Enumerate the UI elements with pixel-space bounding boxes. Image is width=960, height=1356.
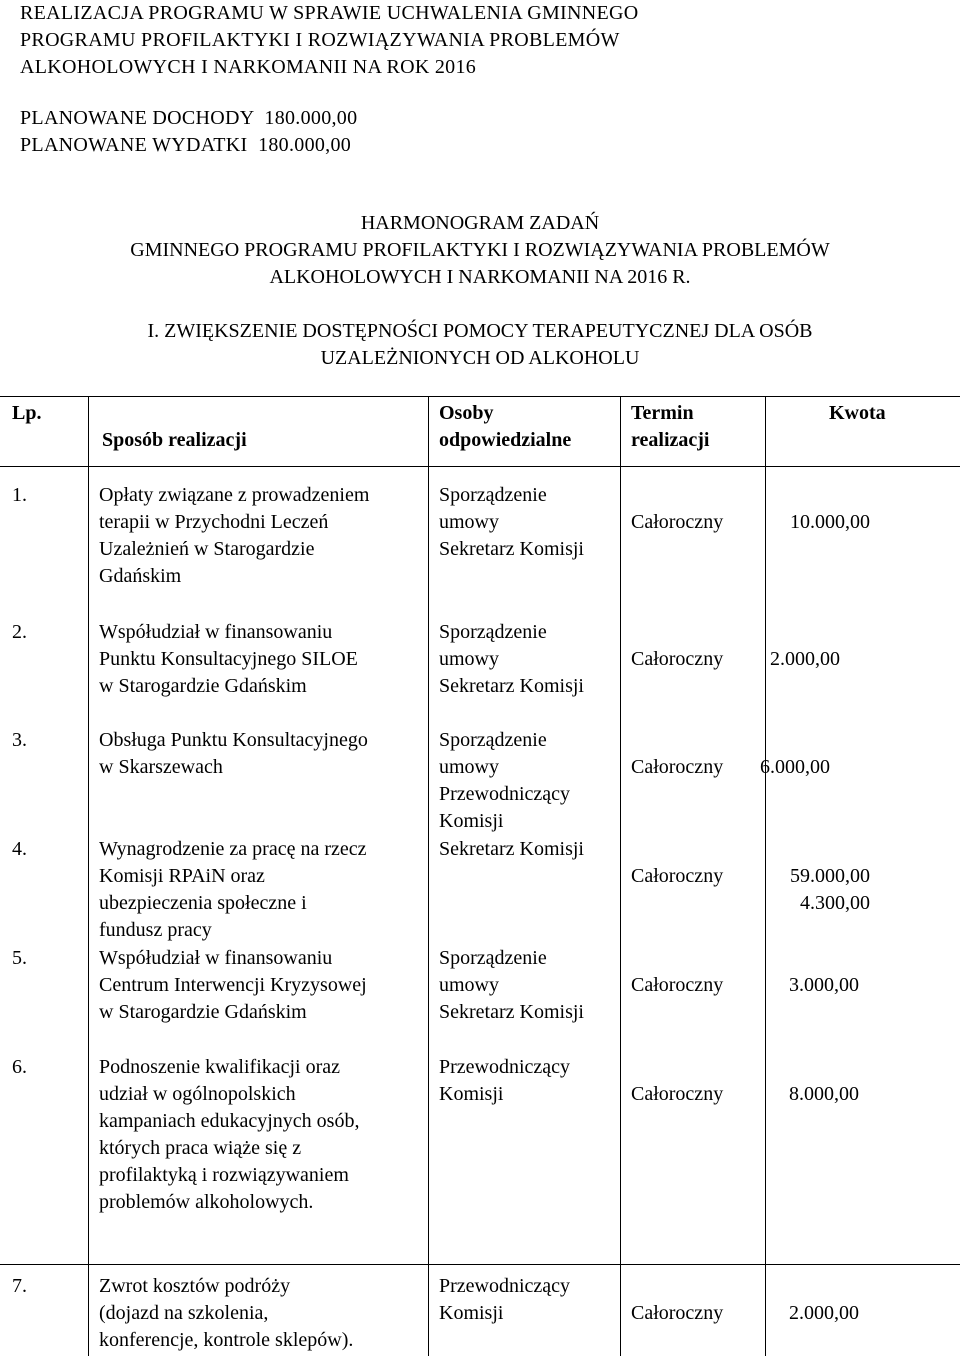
row-6-kwota: 8.000,00 xyxy=(789,1083,859,1105)
row-1-sposob-line: Gdańskim xyxy=(99,565,182,587)
harmonogram-line-3: ALKOHOLOWYCH I NARKOMANII NA 2016 R. xyxy=(269,266,691,288)
row-5-sposob-line: w Starogardzie Gdańskim xyxy=(99,1001,307,1023)
row-2-osoby xyxy=(439,619,624,700)
header-termin-line-1: Termin xyxy=(631,402,694,424)
title-line-1: REALIZACJA PROGRAMU W SPRAWIE UCHWALENIA GMINNEGO xyxy=(20,2,639,24)
row-5-osoby-line: umowy xyxy=(439,974,499,996)
row-6-sposob-line: których praca wiąże się z xyxy=(99,1137,302,1159)
table-top-border xyxy=(0,396,960,397)
row-4-sposob-line: fundusz pracy xyxy=(99,919,212,941)
row-6-lp: 6. xyxy=(12,1056,27,1078)
row-6-osoby-line: Komisji xyxy=(439,1083,504,1105)
col-divider-1 xyxy=(88,396,89,1356)
header-lp: Lp. xyxy=(12,402,42,424)
row-4-osoby xyxy=(439,836,624,863)
row-3-sposob-line: w Skarszewach xyxy=(99,756,223,778)
row-2-termin: Całoroczny xyxy=(631,648,724,670)
row-3-sposob-line: Obsługa Punktu Konsultacyjnego xyxy=(99,729,368,751)
row-5-lp: 5. xyxy=(12,947,27,969)
row-3-osoby-line: umowy xyxy=(439,756,499,778)
row-7-sposob-line: konferencje, kontrole sklepów). xyxy=(99,1329,354,1351)
row-7-kwota: 2.000,00 xyxy=(789,1302,859,1324)
row-5-osoby xyxy=(439,945,624,1026)
section-title-line-1: I. ZWIĘKSZENIE DOSTĘPNOŚCI POMOCY TERAPEUTYCZNEJ DLA OSÓB xyxy=(147,320,813,342)
row-2-osoby-line: umowy xyxy=(439,648,499,670)
row-7-termin: Całoroczny xyxy=(631,1302,724,1324)
title-line-3: ALKOHOLOWYCH I NARKOMANII NA ROK 2016 xyxy=(20,56,477,78)
row-6-sposob xyxy=(99,1054,429,1216)
row-7-lp: 7. xyxy=(12,1275,27,1297)
row-5-kwota: 3.000,00 xyxy=(789,974,859,996)
row-1-osoby xyxy=(439,482,624,563)
row-4-sposob-line: ubezpieczenia społeczne i xyxy=(99,892,307,914)
row-4-osoby-line: Sekretarz Komisji xyxy=(439,838,584,860)
row-2-osoby-line: Sekretarz Komisji xyxy=(439,675,584,697)
row-5-osoby-line: Sporządzenie xyxy=(439,947,547,969)
row-4-sposob-line: Wynagrodzenie za pracę na rzecz xyxy=(99,838,367,860)
harmonogram-line-1: HARMONOGRAM ZADAŃ xyxy=(360,212,600,234)
header-termin xyxy=(631,400,709,454)
row-1-osoby-line: Sekretarz Komisji xyxy=(439,538,584,560)
row-6-osoby xyxy=(439,1054,624,1108)
row-3-lp: 3. xyxy=(12,729,27,751)
row-5-sposob-line: Współudział w finansowaniu xyxy=(99,947,333,969)
row-6-sposob-line: Podnoszenie kwalifikacji oraz xyxy=(99,1056,341,1078)
header-osoby xyxy=(439,400,571,454)
row-3-termin: Całoroczny xyxy=(631,756,724,778)
title-line-2: PROGRAMU PROFILAKTYKI I ROZWIĄZYWANIA PROBLEMÓW xyxy=(20,29,620,51)
header-osoby-line-1: Osoby xyxy=(439,402,494,424)
row-6-sposob-line: profilaktyką i rozwiązywaniem xyxy=(99,1164,349,1186)
header-sposob: Sposób realizacji xyxy=(102,429,247,451)
row-4-sposob-line: Komisji RPAiN oraz xyxy=(99,865,265,887)
row-5-termin: Całoroczny xyxy=(631,974,724,996)
row-1-osoby-line: umowy xyxy=(439,511,499,533)
header-kwota: Kwota xyxy=(829,402,886,424)
row-4-kwota-1: 59.000,00 xyxy=(790,865,870,887)
row-4-sposob xyxy=(99,836,429,944)
section-title xyxy=(0,318,960,372)
row-2-sposob-line: w Starogardzie Gdańskim xyxy=(99,675,307,697)
row-2-osoby-line: Sporządzenie xyxy=(439,621,547,643)
income-line: PLANOWANE DOCHODY 180.000,00 xyxy=(20,107,358,129)
row-2-lp: 2. xyxy=(12,621,27,643)
row-3-sposob xyxy=(99,727,429,781)
row-7-sposob-line: Zwrot kosztów podróży xyxy=(99,1275,291,1297)
row-7-sposob xyxy=(99,1273,429,1354)
header-termin-line-2: realizacji xyxy=(631,429,710,451)
row-3-kwota: 6.000,00 xyxy=(760,756,830,778)
row-4-kwota-2: 4.300,00 xyxy=(800,892,870,914)
row-3-osoby xyxy=(439,727,624,835)
row-1-sposob-line: Uzależnień w Starogardzie xyxy=(99,538,315,560)
row-7-osoby xyxy=(439,1273,624,1327)
header-bottom-border xyxy=(0,466,960,467)
row-1-osoby-line: Sporządzenie xyxy=(439,484,547,506)
row-4-termin: Całoroczny xyxy=(631,865,724,887)
row-6-sposob-line: kampaniach edukacyjnych osób, xyxy=(99,1110,360,1132)
row-3-osoby-line: Sporządzenie xyxy=(439,729,547,751)
row-5-sposob-line: Centrum Interwencji Kryzysowej xyxy=(99,974,367,996)
row-1-sposob-line: terapii w Przychodni Leczeń xyxy=(99,511,329,533)
row-6-termin: Całoroczny xyxy=(631,1083,724,1105)
row-6-osoby-line: Przewodniczący xyxy=(439,1056,571,1078)
row-2-kwota: 2.000,00 xyxy=(770,648,840,670)
row-6-sposob-line: problemów alkoholowych. xyxy=(99,1191,314,1213)
document-header xyxy=(20,0,950,159)
row-3-osoby-line: Przewodniczący xyxy=(439,783,571,805)
row-7-osoby-line: Komisji xyxy=(439,1302,504,1324)
row-4-lp: 4. xyxy=(12,838,27,860)
row-1-kwota: 10.000,00 xyxy=(790,511,870,533)
row-5-osoby-line: Sekretarz Komisji xyxy=(439,1001,584,1023)
row-5-sposob xyxy=(99,945,429,1026)
row-2-sposob-line: Punktu Konsultacyjnego SILOE xyxy=(99,648,358,670)
row-7-top-border xyxy=(0,1264,960,1265)
row-3-osoby-line: Komisji xyxy=(439,810,504,832)
row-1-lp: 1. xyxy=(12,484,27,506)
row-2-sposob xyxy=(99,619,429,700)
row-2-sposob-line: Współudział w finansowaniu xyxy=(99,621,333,643)
row-1-sposob xyxy=(99,482,429,590)
row-7-sposob-line: (dojazd na szkolenia, xyxy=(99,1302,269,1324)
row-6-sposob-line: udział w ogólnopolskich xyxy=(99,1083,296,1105)
row-1-sposob-line: Opłaty związane z prowadzeniem xyxy=(99,484,370,506)
harmonogram-line-2: GMINNEGO PROGRAMU PROFILAKTYKI I ROZWIĄZYWANIA PROBLEMÓW xyxy=(130,239,830,261)
tasks-table xyxy=(0,396,960,1356)
section-title-line-2: UZALEŻNIONYCH OD ALKOHOLU xyxy=(320,347,640,369)
header-osoby-line-2: odpowiedzialne xyxy=(439,429,572,451)
row-7-osoby-line: Przewodniczący xyxy=(439,1275,571,1297)
row-1-termin: Całoroczny xyxy=(631,511,724,533)
expense-line: PLANOWANE WYDATKI 180.000,00 xyxy=(20,134,352,156)
